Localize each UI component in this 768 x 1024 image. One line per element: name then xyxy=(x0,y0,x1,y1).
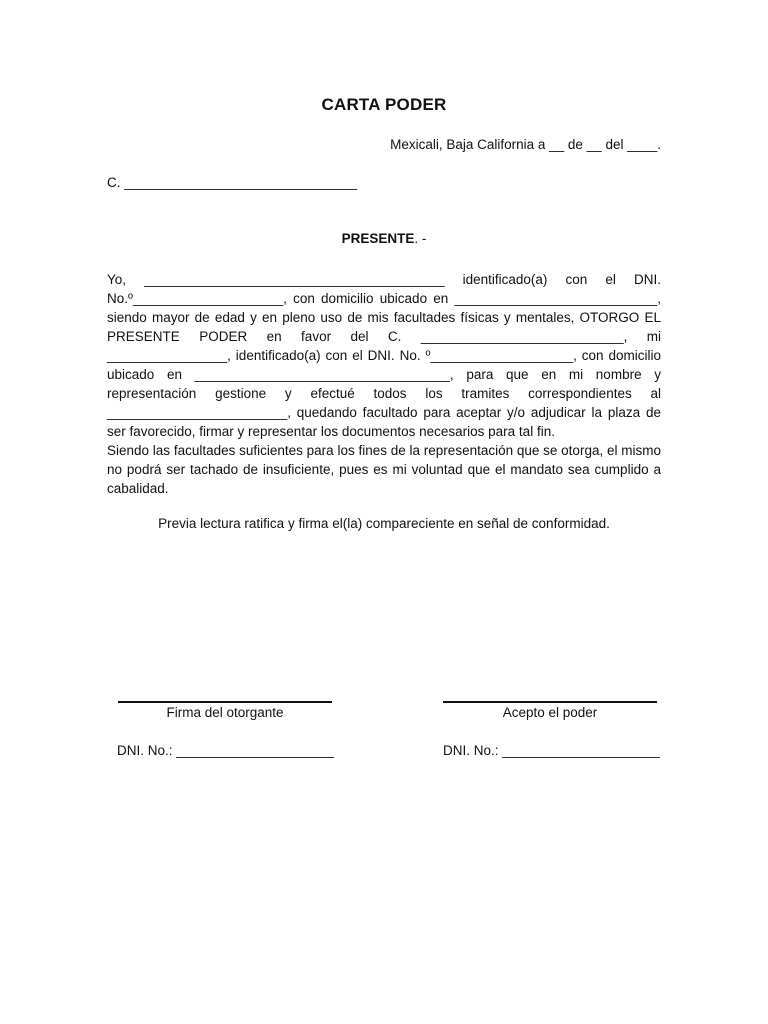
grantor-dni-line: DNI. No.: _____________________ xyxy=(117,743,334,758)
acceptor-dni-line: DNI. No.: _____________________ xyxy=(443,743,660,758)
acceptor-signature-label: Acepto el poder xyxy=(502,705,598,720)
body-paragraph-1: Yo, ________________________________________ identificado(a) con el DNI. No.º____________________, con domicilio ubicado en ___________________________, siendo mayor de edad y en pleno uso de mis facultades físicas y mentales, OTORGO EL PRESENTE PODER en favor del C. ___________________________, mi ________________, identificado(a) con el DNI. No. º___________________, con domicilio ubicado en __________________________________, para que en mi nombre y representación gestione y efectué todos los tramites correspondientes al ________________________, quedando facultado para aceptar y/o adjudicar la plaza de ser favorecido, firmar y representar los documentos necesarios para tal fin. xyxy=(107,272,661,439)
document-title: CARTA PODER xyxy=(321,95,447,114)
presente-heading xyxy=(0,231,768,246)
body-paragraph-2: Siendo las facultades suficientes para los fines de la representación que se otorga, el mismo no podrá ser tachado de insuficiente, pues es mi voluntad que el mandato sea cumplido a cabalidad. xyxy=(107,443,661,496)
ratify-statement: Previa lectura ratifica y firma el(la) compareciente en señal de conformidad. xyxy=(158,516,610,531)
addressee-line: C. _______________________________ xyxy=(107,175,358,190)
presente-label: PRESENTE xyxy=(341,231,415,246)
acceptor-signature-line xyxy=(443,701,657,703)
presente-suffix: . - xyxy=(414,231,427,246)
grantor-signature-line xyxy=(118,701,332,703)
place-date-line: Mexicali, Baja California a __ de __ del ____. xyxy=(390,137,661,152)
document-body xyxy=(107,270,661,498)
grantor-signature-label: Firma del otorgante xyxy=(166,705,284,720)
